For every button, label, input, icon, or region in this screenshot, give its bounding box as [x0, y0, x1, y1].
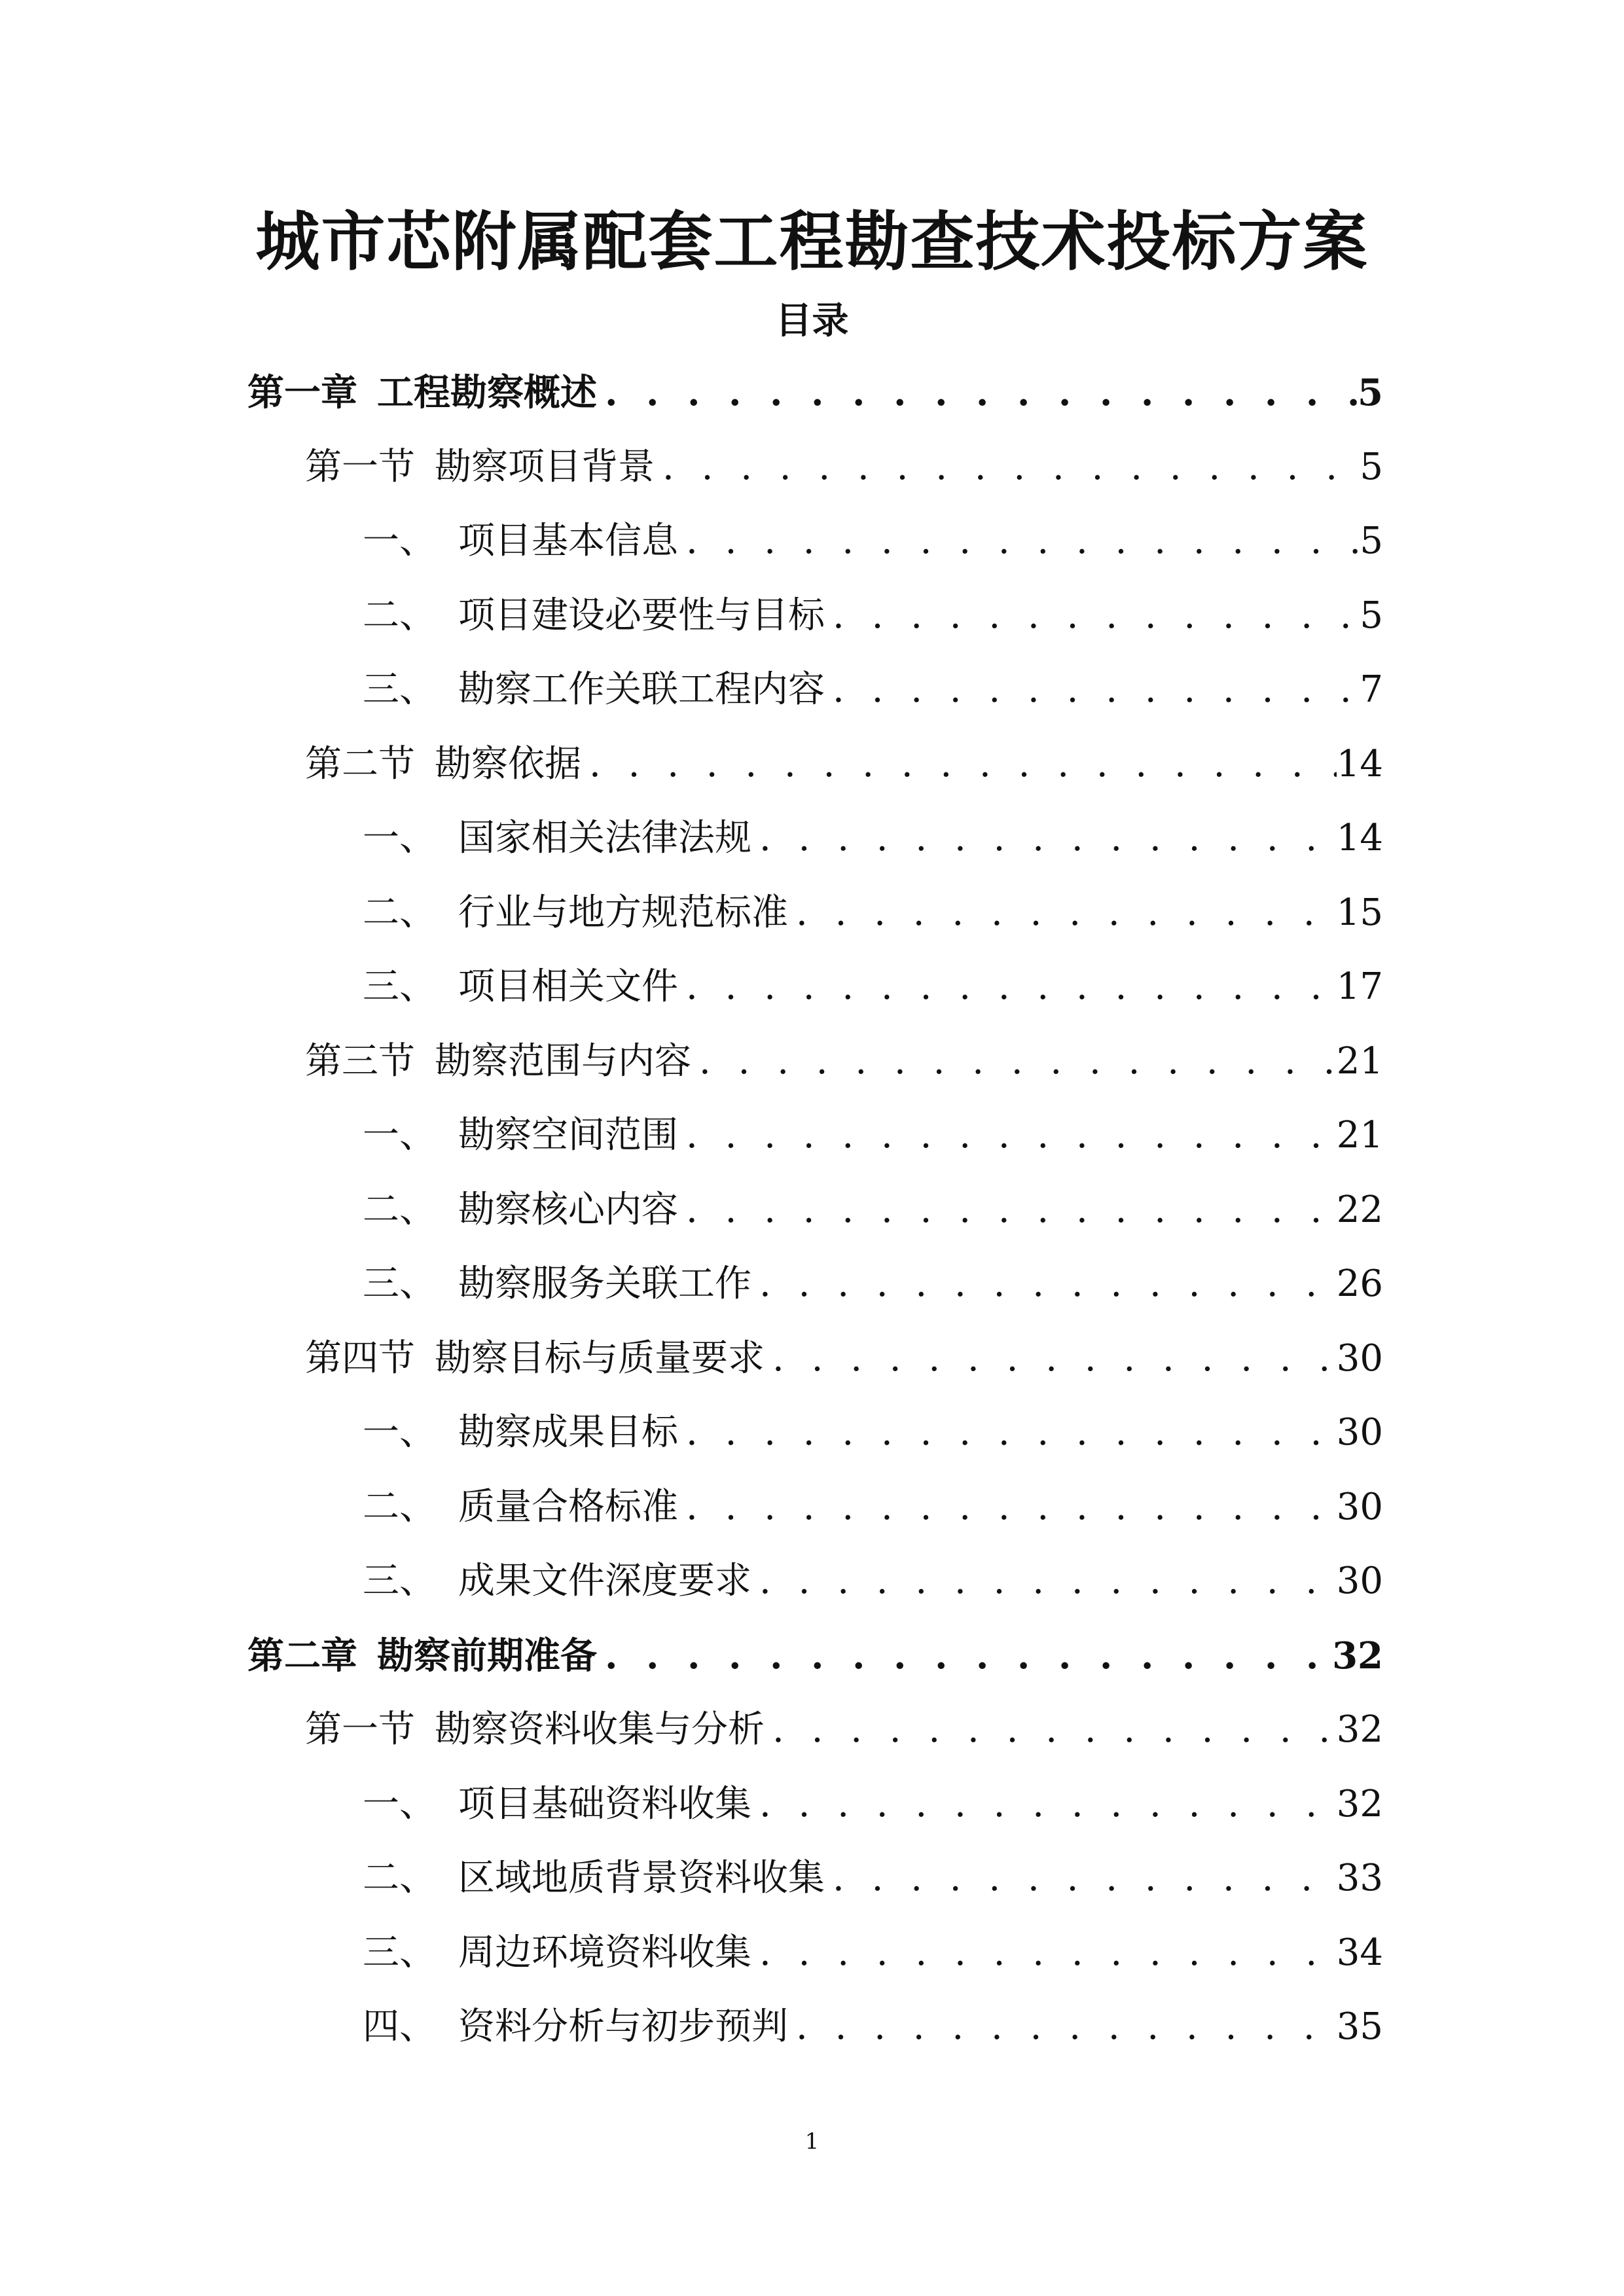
toc-entry-number: 二、: [363, 1486, 436, 1528]
toc-entry-page: 30: [1336, 1560, 1383, 1602]
toc-entry-title: 国家相关法律法规: [458, 817, 751, 859]
toc-entry-number: 第一节: [305, 1708, 415, 1751]
toc-dot-leader: [597, 367, 1358, 419]
toc-entry-number: 第三节: [305, 1040, 415, 1083]
toc-dot-leader: [825, 664, 1360, 716]
toc-entry-number: 第二章: [247, 1634, 357, 1677]
toc-entry-title: 勘察范围与内容: [435, 1040, 691, 1083]
toc-entry-title: 勘察服务关联工作: [458, 1263, 751, 1305]
toc-entry[interactable]: [363, 2001, 1383, 2053]
toc-entry-title: 勘察资料收集与分析: [435, 1708, 765, 1751]
toc-entry-title: 勘察前期准备: [377, 1634, 597, 1677]
toc-dot-leader: [678, 961, 1337, 1013]
toc-heading: 目录: [775, 299, 849, 342]
toc-entry-page: 5: [1360, 446, 1383, 488]
toc-entry-number: 第四节: [305, 1337, 415, 1380]
toc-entry[interactable]: [247, 1630, 1383, 1682]
toc-entry[interactable]: [305, 738, 1383, 791]
toc-entry-page: 7: [1360, 668, 1383, 711]
toc-entry-page: 32: [1332, 1634, 1383, 1677]
toc-dot-leader: [655, 441, 1360, 493]
toc-entry-number: 二、: [363, 891, 436, 934]
toc-entry-title: 质量合格标准: [458, 1486, 678, 1528]
toc-dot-leader: [751, 1778, 1337, 1831]
toc-entry[interactable]: [305, 1035, 1383, 1088]
toc-dot-leader: [765, 1333, 1337, 1385]
toc-entry-title: 勘察目标与质量要求: [435, 1337, 765, 1380]
document-title: 城市芯附属配套工程勘查技术投标方案: [255, 204, 1369, 279]
toc-dot-leader: [678, 1184, 1337, 1236]
toc-entry-page: 35: [1336, 2005, 1383, 2048]
toc-entry-page: 15: [1336, 891, 1383, 934]
toc-entry-title: 行业与地方规范标准: [458, 891, 788, 934]
toc-entry[interactable]: [363, 515, 1383, 567]
toc-dot-leader: [581, 738, 1337, 791]
toc-entry[interactable]: [305, 1333, 1383, 1385]
toc-entry-title: 勘察依据: [435, 743, 581, 785]
toc-entry-page: 30: [1336, 1486, 1383, 1528]
toc-entry-page: 17: [1336, 965, 1383, 1008]
toc-entry-number: 第一节: [305, 446, 415, 488]
toc-entry-number: 一、: [363, 817, 436, 859]
toc-entry-page: 30: [1336, 1411, 1383, 1454]
toc-entry[interactable]: [363, 590, 1383, 642]
toc-dot-leader: [751, 1258, 1337, 1310]
toc-entry-title: 项目建设必要性与目标: [458, 594, 825, 637]
toc-dot-leader: [825, 1852, 1337, 1905]
toc-entry-title: 工程勘察概述: [377, 371, 597, 414]
toc-entry[interactable]: [363, 1258, 1383, 1310]
toc-entry-title: 周边环境资料收集: [458, 1931, 751, 1974]
toc-entry-number: 三、: [363, 965, 436, 1008]
toc-entry-number: 四、: [363, 2005, 436, 2048]
toc-entry-number: 三、: [363, 668, 436, 711]
toc-entry-number: 三、: [363, 1560, 436, 1602]
toc-entry-page: 14: [1336, 817, 1383, 859]
toc-dot-leader: [751, 1927, 1337, 1979]
toc-entry[interactable]: [305, 441, 1383, 493]
toc-dot-leader: [765, 1704, 1337, 1756]
toc-entry-number: 一、: [363, 520, 436, 562]
toc-entry-title: 项目基本信息: [458, 520, 678, 562]
toc-entry-title: 勘察项目背景: [435, 446, 655, 488]
toc-entry-number: 二、: [363, 1189, 436, 1231]
toc-entry-title: 勘察空间范围: [458, 1114, 678, 1157]
toc-entry-title: 项目相关文件: [458, 965, 678, 1008]
toc-entry[interactable]: [247, 367, 1383, 419]
toc-entry-page: 5: [1360, 520, 1383, 562]
toc-dot-leader: [788, 887, 1337, 939]
toc-entry-page: 5: [1360, 594, 1383, 637]
toc-dot-leader: [678, 1481, 1337, 1534]
toc-entry-page: 14: [1336, 743, 1383, 785]
toc-dot-leader: [678, 1109, 1337, 1162]
toc-dot-leader: [678, 515, 1360, 567]
toc-dot-leader: [691, 1035, 1337, 1088]
toc-dot-leader: [751, 812, 1337, 865]
toc-entry-page: 26: [1336, 1263, 1383, 1305]
toc-entry-number: 第二节: [305, 743, 415, 785]
toc-entry-page: 32: [1336, 1783, 1383, 1825]
toc-entry[interactable]: [363, 1184, 1383, 1236]
toc-entry-page: 21: [1336, 1114, 1383, 1157]
toc-entry-page: 34: [1336, 1931, 1383, 1974]
toc-entry-title: 项目基础资料收集: [458, 1783, 751, 1825]
toc-entry-number: 第一章: [247, 371, 357, 414]
toc-entry-page: 32: [1336, 1708, 1383, 1751]
toc-dot-leader: [751, 1555, 1337, 1607]
toc-entry[interactable]: [363, 1109, 1383, 1162]
toc-entry-number: 二、: [363, 1857, 436, 1899]
toc-entry[interactable]: [363, 1778, 1383, 1831]
toc-entry-title: 区域地质背景资料收集: [458, 1857, 825, 1899]
toc-entry[interactable]: [363, 961, 1383, 1013]
toc-entry-number: 一、: [363, 1411, 436, 1454]
toc-entry-page: 22: [1336, 1189, 1383, 1231]
toc-entry-title: 成果文件深度要求: [458, 1560, 751, 1602]
toc-entry[interactable]: [363, 664, 1383, 716]
toc-entry-number: 三、: [363, 1931, 436, 1974]
toc-entry-number: 二、: [363, 594, 436, 637]
toc-entry-page: 30: [1336, 1337, 1383, 1380]
toc-entry[interactable]: [363, 1481, 1383, 1534]
toc-entry[interactable]: [363, 1927, 1383, 1979]
page-number: 1: [804, 2128, 820, 2155]
toc-entry-title: 勘察成果目标: [458, 1411, 678, 1454]
toc-entry-page: 21: [1336, 1040, 1383, 1083]
toc-entry[interactable]: [363, 887, 1383, 939]
toc-entry-title: 勘察核心内容: [458, 1189, 678, 1231]
toc-entry[interactable]: [363, 1555, 1383, 1607]
toc-entry-title: 勘察工作关联工程内容: [458, 668, 825, 711]
toc-entry-page: 33: [1336, 1857, 1383, 1899]
toc-dot-leader: [597, 1630, 1332, 1682]
toc-entry[interactable]: [305, 1704, 1383, 1756]
toc-entry[interactable]: [363, 1852, 1383, 1905]
toc-entry-number: 一、: [363, 1783, 436, 1825]
toc-dot-leader: [788, 2001, 1337, 2053]
toc-entry-number: 三、: [363, 1263, 436, 1305]
toc-entry-number: 一、: [363, 1114, 436, 1157]
toc-entry[interactable]: [363, 1407, 1383, 1459]
toc-entry-page: 5: [1358, 371, 1383, 414]
toc-entry[interactable]: [363, 812, 1383, 865]
toc-entry-title: 资料分析与初步预判: [458, 2005, 788, 2048]
toc-dot-leader: [678, 1407, 1337, 1459]
toc-dot-leader: [825, 590, 1360, 642]
